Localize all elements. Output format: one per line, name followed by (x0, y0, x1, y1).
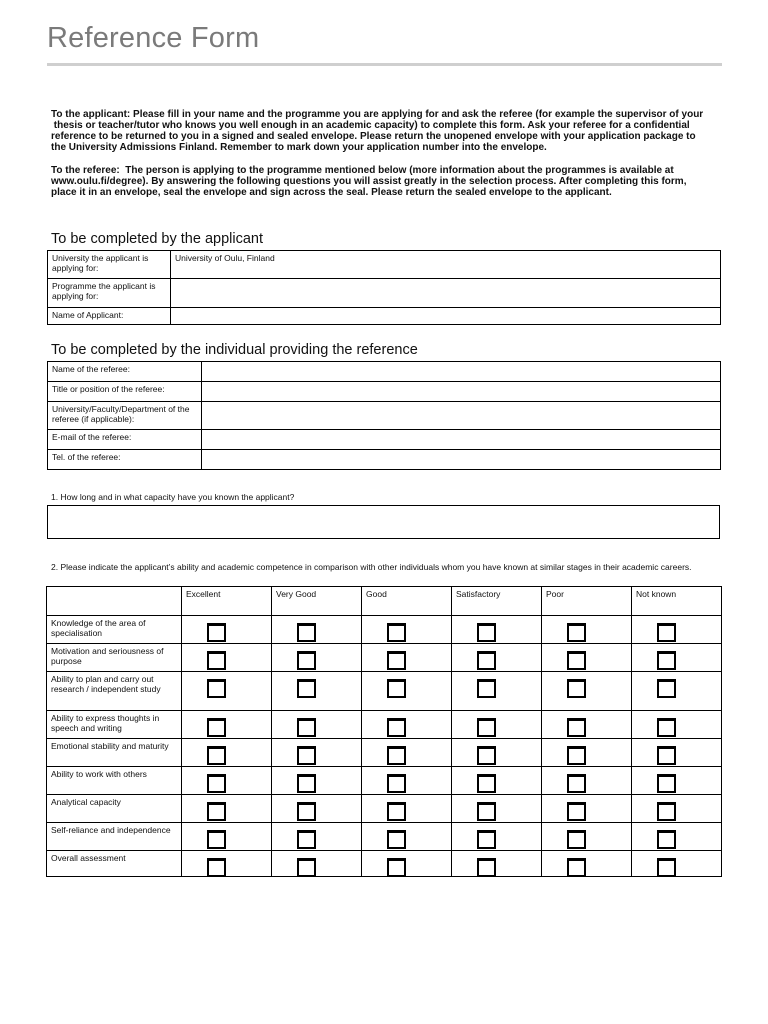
rating-cell (632, 767, 722, 795)
rating-cell (272, 823, 362, 851)
checkbox-excellent[interactable] (207, 802, 226, 821)
checkbox-satisfactory[interactable] (477, 830, 496, 849)
rating-row (47, 739, 722, 767)
rating-cell (272, 767, 362, 795)
rating-cell (452, 616, 542, 644)
rating-cell (632, 672, 722, 711)
checkbox-good[interactable] (387, 679, 406, 698)
checkbox-very-good[interactable] (297, 718, 316, 737)
rating-row (47, 767, 722, 795)
page-title: Reference Form (47, 22, 260, 54)
rating-cell (272, 711, 362, 739)
criterion-label: Self-reliance and independence (47, 823, 182, 851)
column-header-excellent: Excellent (182, 587, 272, 616)
checkbox-good[interactable] (387, 746, 406, 765)
criterion-label: Emotional stability and maturity (47, 739, 182, 767)
checkbox-good[interactable] (387, 802, 406, 821)
rating-header-row (47, 587, 722, 616)
field-label: E-mail of the referee: (48, 430, 202, 450)
checkbox-poor[interactable] (567, 651, 586, 670)
rating-cell (272, 644, 362, 672)
rating-cell (452, 795, 542, 823)
question-2-text: 2. Please indicate the applicant’s ability and academic competence in comparison with other individuals whom you have known at similar stages in their academic careers. (51, 562, 692, 572)
rating-cell (452, 644, 542, 672)
checkbox-excellent[interactable] (207, 858, 226, 877)
rating-cell (362, 795, 452, 823)
rating-cell (272, 795, 362, 823)
checkbox-poor[interactable] (567, 802, 586, 821)
rating-cell (632, 711, 722, 739)
rating-row (47, 672, 722, 711)
referee-title-field[interactable] (202, 382, 721, 402)
referee-department-field[interactable] (202, 402, 721, 430)
title-divider (47, 63, 722, 66)
checkbox-good[interactable] (387, 651, 406, 670)
rating-row (47, 851, 722, 877)
rating-cell (362, 711, 452, 739)
field-label: Title or position of the referee: (48, 382, 202, 402)
rating-cell (632, 616, 722, 644)
referee-row-title (48, 382, 721, 402)
checkbox-excellent[interactable] (207, 679, 226, 698)
rating-cell (632, 739, 722, 767)
checkbox-satisfactory[interactable] (477, 858, 496, 877)
checkbox-very-good[interactable] (297, 651, 316, 670)
field-label: Programme the applicant is applying for: (48, 279, 171, 308)
checkbox-very-good[interactable] (297, 746, 316, 765)
rating-cell (452, 767, 542, 795)
applicant-instructions: To the applicant: Please fill in your name and the programme you are applying for and ask the referee (for example the supervisor of your thesis or teacher/tutor who knows you well enough in an academic capacity) to complete this form. Ask your referee for a confidential reference to be returned to you in a signed and sealed envelope. Please return the unopened envelope with your application package to the University Admissions Finland. Remember to mark down your application number into the envelope. (51, 109, 704, 153)
checkbox-poor[interactable] (567, 623, 586, 642)
checkbox-good[interactable] (387, 718, 406, 737)
checkbox-not-known[interactable] (657, 718, 676, 737)
rating-cell (632, 795, 722, 823)
rating-row (47, 795, 722, 823)
checkbox-not-known[interactable] (657, 802, 676, 821)
checkbox-not-known[interactable] (657, 623, 676, 642)
rating-cell (542, 851, 632, 877)
rating-cell (542, 672, 632, 711)
checkbox-excellent[interactable] (207, 774, 226, 793)
rating-cell (632, 851, 722, 877)
checkbox-excellent[interactable] (207, 830, 226, 849)
checkbox-satisfactory[interactable] (477, 623, 496, 642)
rating-cell (182, 644, 272, 672)
column-header-poor: Poor (542, 587, 632, 616)
rating-cell (272, 851, 362, 877)
applicant-section-heading: To be completed by the applicant (51, 231, 263, 247)
rating-row (47, 644, 722, 672)
checkbox-very-good[interactable] (297, 623, 316, 642)
criterion-label: Ability to plan and carry out research / independent study (47, 672, 182, 711)
rating-cell (182, 767, 272, 795)
rating-cell (542, 616, 632, 644)
column-header-satisfactory: Satisfactory (452, 587, 542, 616)
checkbox-poor[interactable] (567, 679, 586, 698)
rating-cell (452, 711, 542, 739)
rating-cell (542, 823, 632, 851)
checkbox-not-known[interactable] (657, 830, 676, 849)
rating-row (47, 616, 722, 644)
rating-row (47, 823, 722, 851)
question-1-answer-box[interactable] (47, 505, 720, 539)
rating-cell (362, 767, 452, 795)
referee-row-phone (48, 450, 721, 470)
referee-instructions: To the referee: The person is applying to the programme mentioned below (more information about the programmes is available at www.oulu.fi/degree). By answering the following questions you will assist greatly in the selection process. After completing this form, place it in an envelope, seal the envelope and sign across the seal. Please return the sealed envelope to the applicant. (51, 165, 687, 198)
programme-field[interactable] (171, 279, 721, 308)
rating-cell (272, 616, 362, 644)
rating-table-body (47, 616, 722, 877)
rating-cell (362, 739, 452, 767)
column-header-not-known: Not known (632, 587, 722, 616)
rating-cell (182, 851, 272, 877)
rating-cell (182, 711, 272, 739)
rating-cell (272, 672, 362, 711)
rating-cell (362, 851, 452, 877)
applicant-info-table (47, 250, 721, 325)
checkbox-excellent[interactable] (207, 718, 226, 737)
applicant-row-programme (48, 279, 721, 308)
question-1-text: 1. How long and in what capacity have you known the applicant? (51, 492, 295, 502)
checkbox-satisfactory[interactable] (477, 718, 496, 737)
rating-cell (362, 672, 452, 711)
checkbox-excellent[interactable] (207, 623, 226, 642)
rating-cell (542, 644, 632, 672)
checkbox-not-known[interactable] (657, 746, 676, 765)
checkbox-good[interactable] (387, 858, 406, 877)
rating-cell (362, 616, 452, 644)
criterion-label: Motivation and seriousness of purpose (47, 644, 182, 672)
rating-cell (542, 795, 632, 823)
checkbox-very-good[interactable] (297, 802, 316, 821)
checkbox-not-known[interactable] (657, 774, 676, 793)
header-empty-cell (47, 587, 182, 616)
checkbox-satisfactory[interactable] (477, 774, 496, 793)
rating-cell (452, 851, 542, 877)
checkbox-good[interactable] (387, 774, 406, 793)
checkbox-very-good[interactable] (297, 858, 316, 877)
rating-cell (632, 823, 722, 851)
rating-cell (632, 644, 722, 672)
checkbox-satisfactory[interactable] (477, 802, 496, 821)
rating-cell (272, 739, 362, 767)
checkbox-poor[interactable] (567, 858, 586, 877)
checkbox-very-good[interactable] (297, 774, 316, 793)
checkbox-very-good[interactable] (297, 830, 316, 849)
checkbox-good[interactable] (387, 623, 406, 642)
university-field[interactable]: University of Oulu, Finland (171, 251, 721, 279)
field-label: University/Faculty/Department of the referee (if applicable): (48, 402, 202, 430)
checkbox-poor[interactable] (567, 830, 586, 849)
checkbox-satisfactory[interactable] (477, 651, 496, 670)
field-label: Name of the referee: (48, 362, 202, 382)
applicant-row-name (48, 308, 721, 325)
checkbox-not-known[interactable] (657, 679, 676, 698)
applicant-name-field[interactable] (171, 308, 721, 325)
rating-cell (542, 767, 632, 795)
rating-cell (452, 823, 542, 851)
checkbox-excellent[interactable] (207, 746, 226, 765)
rating-cell (542, 739, 632, 767)
criterion-label: Analytical capacity (47, 795, 182, 823)
checkbox-not-known[interactable] (657, 858, 676, 877)
field-label: University the applicant is applying for: (48, 251, 171, 279)
referee-email-field[interactable] (202, 430, 721, 450)
rating-cell (452, 672, 542, 711)
column-header-good: Good (362, 587, 452, 616)
checkbox-good[interactable] (387, 830, 406, 849)
rating-cell (542, 711, 632, 739)
rating-row (47, 711, 722, 739)
rating-cell (452, 739, 542, 767)
checkbox-poor[interactable] (567, 746, 586, 765)
field-label: Name of Applicant: (48, 308, 171, 325)
rating-cell (182, 795, 272, 823)
competence-rating-table (46, 586, 722, 877)
referee-section-heading: To be completed by the individual providing the reference (51, 342, 418, 358)
criterion-label: Ability to express thoughts in speech and writing (47, 711, 182, 739)
checkbox-excellent[interactable] (207, 651, 226, 670)
checkbox-poor[interactable] (567, 774, 586, 793)
criterion-label: Overall assessment (47, 851, 182, 877)
rating-cell (362, 823, 452, 851)
criterion-label: Knowledge of the area of specialisation (47, 616, 182, 644)
rating-cell (182, 672, 272, 711)
referee-name-field[interactable] (202, 362, 721, 382)
rating-cell (182, 616, 272, 644)
referee-phone-field[interactable] (202, 450, 721, 470)
checkbox-satisfactory[interactable] (477, 679, 496, 698)
rating-cell (182, 739, 272, 767)
referee-row-department (48, 402, 721, 430)
checkbox-satisfactory[interactable] (477, 746, 496, 765)
field-label: Tel. of the referee: (48, 450, 202, 470)
referee-row-email (48, 430, 721, 450)
rating-cell (182, 823, 272, 851)
checkbox-very-good[interactable] (297, 679, 316, 698)
checkbox-poor[interactable] (567, 718, 586, 737)
criterion-label: Ability to work with others (47, 767, 182, 795)
checkbox-not-known[interactable] (657, 651, 676, 670)
rating-cell (362, 644, 452, 672)
applicant-row-university (48, 251, 721, 279)
referee-info-table (47, 361, 721, 470)
referee-row-name (48, 362, 721, 382)
column-header-very-good: Very Good (272, 587, 362, 616)
